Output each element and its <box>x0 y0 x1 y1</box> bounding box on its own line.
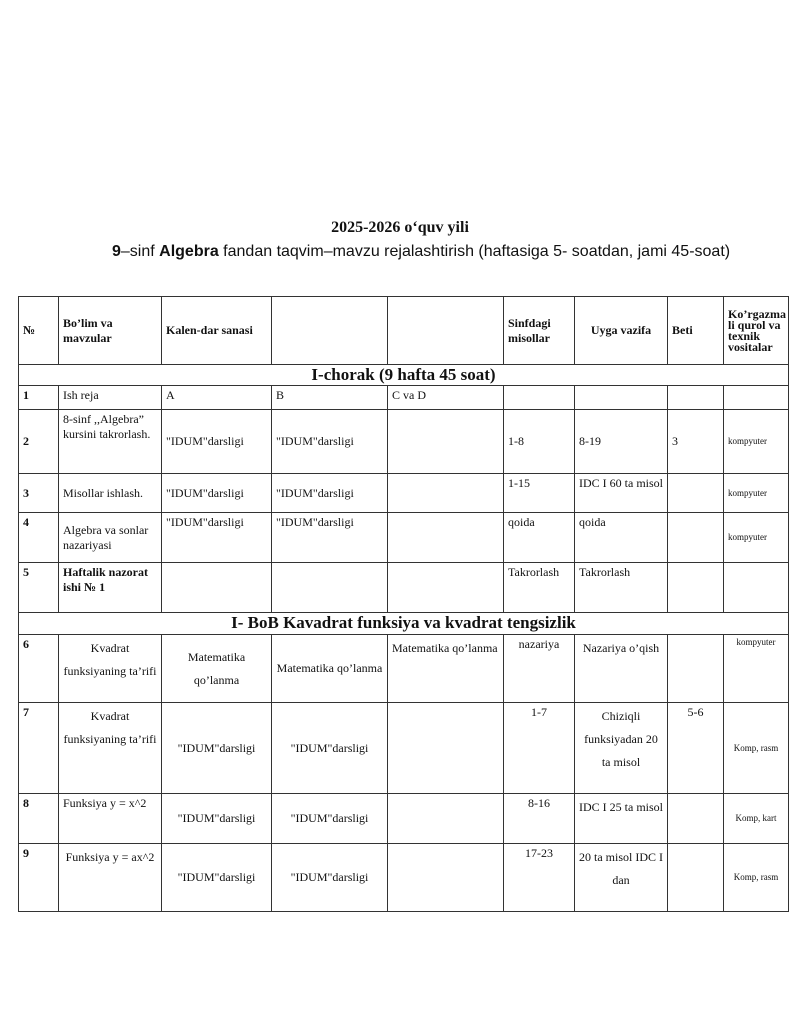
topic-cell: Ish reja <box>59 386 162 410</box>
table-row <box>19 635 789 703</box>
tools-cell: Komp, kart <box>724 794 789 844</box>
table-row <box>19 410 789 474</box>
cell-c <box>388 563 504 613</box>
examples-cell: 1-8 <box>504 410 575 474</box>
page-cell <box>668 844 724 912</box>
grade: 9 <box>112 243 121 260</box>
row-number: 8 <box>19 794 59 844</box>
cell-a: Matematika qo’lanma <box>162 635 272 703</box>
table-row <box>19 474 789 513</box>
page-cell: 5-6 <box>668 703 724 794</box>
examples-cell: 1-7 <box>504 703 575 794</box>
topic-cell: Funksiya y = ax^2 <box>59 844 162 912</box>
page-cell <box>668 386 724 410</box>
tools-cell: kompyuter <box>724 635 789 703</box>
subtitle-suffix: fandan taqvim–mavzu rejalashtirish (haftasiga 5- soatdan, jami 45-soat) <box>218 243 731 260</box>
section-row <box>19 365 789 386</box>
table-row <box>19 386 789 410</box>
section-row <box>19 613 789 635</box>
page-cell <box>668 513 724 563</box>
cell-a: A <box>162 386 272 410</box>
header-cell: Uyga vazifa <box>575 297 668 365</box>
section-heading: I- BoB Kavadrat funksiya va kvadrat tengsizlik <box>19 613 789 635</box>
document-title: 2025-2026 o‘quv yili <box>331 219 469 236</box>
header-cell: Bo’lim va mavzular <box>59 297 162 365</box>
header-row <box>19 297 789 365</box>
cell-b: "IDUM"darsligi <box>272 844 388 912</box>
cell-b: Matematika qo’lanma <box>272 635 388 703</box>
examples-cell: 17-23 <box>504 844 575 912</box>
table-row <box>19 844 789 912</box>
homework-cell: qoida <box>575 513 668 563</box>
homework-cell: Chiziqli funksiyadan 20 ta misol <box>575 703 668 794</box>
cell-a: "IDUM"darsligi <box>162 703 272 794</box>
cell-a: "IDUM"darsligi <box>162 513 272 563</box>
page-cell <box>668 563 724 613</box>
plan-table <box>18 296 789 912</box>
tools-cell: Komp, rasm <box>724 703 789 794</box>
examples-cell <box>504 386 575 410</box>
examples-cell: 1-15 <box>504 474 575 513</box>
topic-cell: Funksiya y = x^2 <box>59 794 162 844</box>
cell-b: "IDUM"darsligi <box>272 703 388 794</box>
subtitle-prefix: –sinf <box>120 243 160 260</box>
table-row <box>19 794 789 844</box>
cell-a: "IDUM"darsligi <box>162 410 272 474</box>
row-number: 5 <box>19 563 59 613</box>
row-number: 4 <box>19 513 59 563</box>
page-cell <box>668 794 724 844</box>
tools-cell: kompyuter <box>724 410 789 474</box>
row-number: 3 <box>19 474 59 513</box>
cell-a: "IDUM"darsligi <box>162 844 272 912</box>
row-number: 2 <box>19 410 59 474</box>
cell-b: B <box>272 386 388 410</box>
tools-cell: kompyuter <box>724 474 789 513</box>
subject: Algebra <box>159 243 219 260</box>
tools-cell: kompyuter <box>724 513 789 563</box>
header-cell: Ko’rgazma li qurol va texnik vositalar <box>724 297 789 365</box>
table-row <box>19 513 789 563</box>
topic-cell: Algebra va sonlar nazariyasi <box>59 513 162 563</box>
header-cell: Kalen-dar sanasi <box>162 297 272 365</box>
examples-cell: nazariya <box>504 635 575 703</box>
header-cell <box>272 297 388 365</box>
row-number: 1 <box>19 386 59 410</box>
row-number: 9 <box>19 844 59 912</box>
cell-b: "IDUM"darsligi <box>272 794 388 844</box>
tools-cell <box>724 563 789 613</box>
table-row <box>19 703 789 794</box>
cell-c: C va D <box>388 386 504 410</box>
cell-c <box>388 794 504 844</box>
cell-c <box>388 703 504 794</box>
homework-cell: IDC I 25 ta misol <box>575 794 668 844</box>
cell-c <box>388 513 504 563</box>
homework-cell <box>575 386 668 410</box>
homework-cell: Takrorlash <box>575 563 668 613</box>
cell-b <box>272 563 388 613</box>
page-cell: 3 <box>668 410 724 474</box>
cell-c <box>388 474 504 513</box>
cell-b: "IDUM"darsligi <box>272 410 388 474</box>
cell-a: "IDUM"darsligi <box>162 794 272 844</box>
tools-cell: Komp, rasm <box>724 844 789 912</box>
topic-cell: Misollar ishlash. <box>59 474 162 513</box>
topic-cell: Kvadrat funksiyaning ta’rifi <box>59 703 162 794</box>
cell-a <box>162 563 272 613</box>
table-row <box>19 563 789 613</box>
row-number: 6 <box>19 635 59 703</box>
tools-cell <box>724 386 789 410</box>
page-cell <box>668 635 724 703</box>
examples-cell: 8-16 <box>504 794 575 844</box>
header-cell: № <box>19 297 59 365</box>
section-heading: I-chorak (9 hafta 45 soat) <box>19 365 789 386</box>
document-subtitle <box>112 241 732 263</box>
examples-cell: Takrorlash <box>504 563 575 613</box>
header-cell <box>388 297 504 365</box>
homework-cell: 20 ta misol IDC I dan <box>575 844 668 912</box>
homework-cell: 8-19 <box>575 410 668 474</box>
cell-c <box>388 844 504 912</box>
homework-cell: IDC I 60 ta misol <box>575 474 668 513</box>
cell-c <box>388 410 504 474</box>
topic-cell: Kvadrat funksiyaning ta’rifi <box>59 635 162 703</box>
row-number: 7 <box>19 703 59 794</box>
cell-b: "IDUM"darsligi <box>272 474 388 513</box>
topic-cell: 8-sinf ,,Algebra” kursini takrorlash. <box>59 410 162 474</box>
cell-b: "IDUM"darsligi <box>272 513 388 563</box>
header-cell: Sinfdagi misollar <box>504 297 575 365</box>
topic-cell: Haftalik nazorat ishi № 1 <box>59 563 162 613</box>
page-cell <box>668 474 724 513</box>
header-cell: Beti <box>668 297 724 365</box>
cell-c: Matematika qo’lanma <box>388 635 504 703</box>
examples-cell: qoida <box>504 513 575 563</box>
homework-cell: Nazariya o’qish <box>575 635 668 703</box>
cell-a: "IDUM"darsligi <box>162 474 272 513</box>
